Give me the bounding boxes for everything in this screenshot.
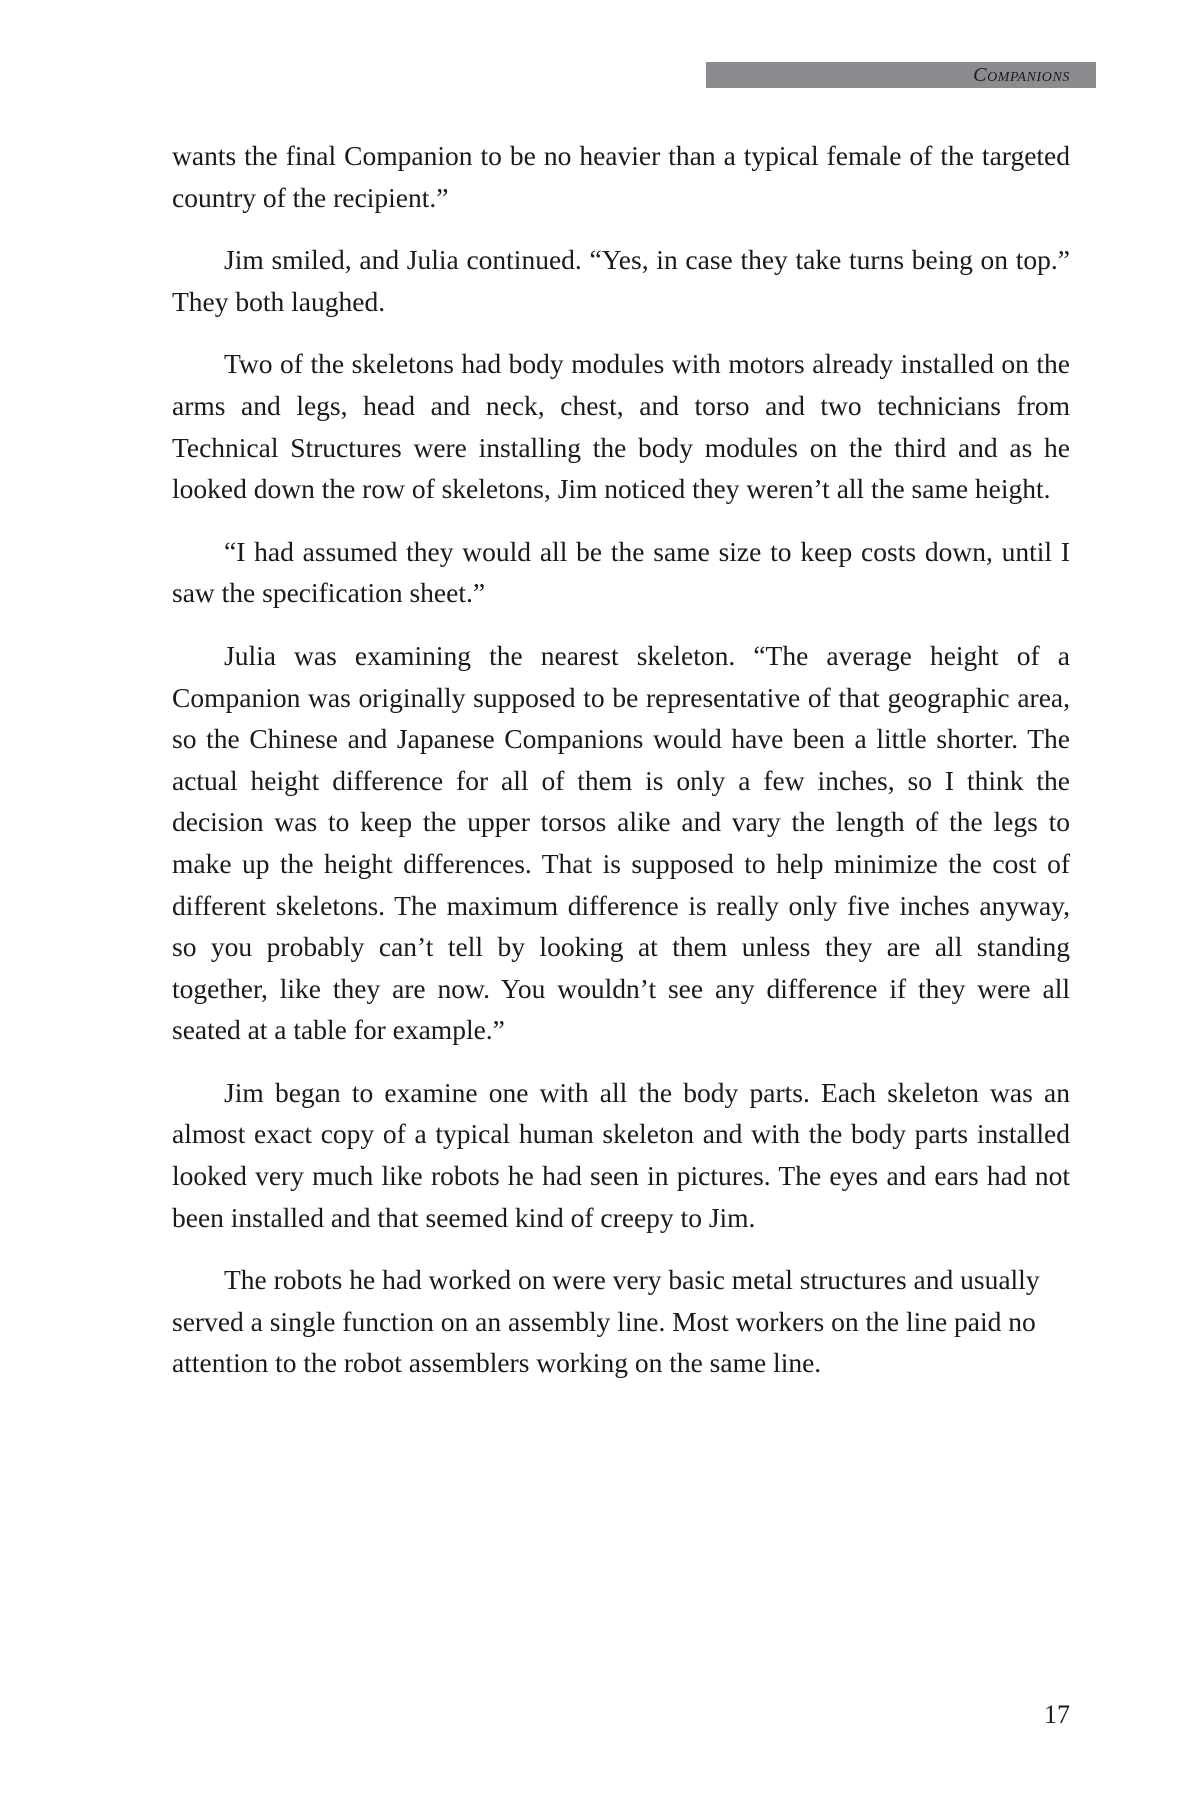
paragraph: Jim smiled, and Julia continued. “Yes, in case they take turns being on top.” They both laughed. [172,244,1070,317]
paragraph: The robots he had worked on were very basic metal structures and usually served a single function on an assembly line. Most workers on the line paid no attention to the robot assemblers working on the same line. [172,1264,1040,1379]
paragraph: Julia was examining the nearest skeleton. “The average height of a Companion was originally supposed to be representative of that geographic area, so the Chinese and Japanese Companions would have been a little shorter. The actual height difference for all of them is only a few inches, so I think the decision was to keep the upper torsos alike and vary the length of the legs to make up the height differences. That is supposed to help minimize the cost of different skeletons. The maximum difference is really only five inches anyway, so you probably can’t tell by looking at them unless they are all standing together, like they are now. You wouldn’t see any difference if they were all seated at a table for example.” [172,639,1070,1046]
running-header [706,62,1096,88]
page-number: 17 [1044,1700,1070,1729]
paragraph: Two of the skeletons had body modules with motors already installed on the arms and legs, head and neck, chest, and torso and two technicians from Technical Structures were installing the body modules on the third and as he looked down the row of skeletons, Jim noticed they weren’t all the same height. [172,348,1070,505]
paragraph: wants the final Companion to be no heavier than a typical female of the targeted country of the recipient.” [172,140,1070,213]
running-header-title: Companions [973,64,1070,86]
paragraph: “I had assumed they would all be the same size to keep costs down, until I saw the specification sheet.” [172,535,1070,609]
paragraph: Jim began to examine one with all the body parts. Each skeleton was an almost exact copy of a typical human skeleton and with the body parts installed looked very much like robots he had seen in pictures. The eyes and ears had not been installed and that seemed kind of creepy to Jim. [172,1076,1070,1233]
body-text-block [172,135,1070,1384]
